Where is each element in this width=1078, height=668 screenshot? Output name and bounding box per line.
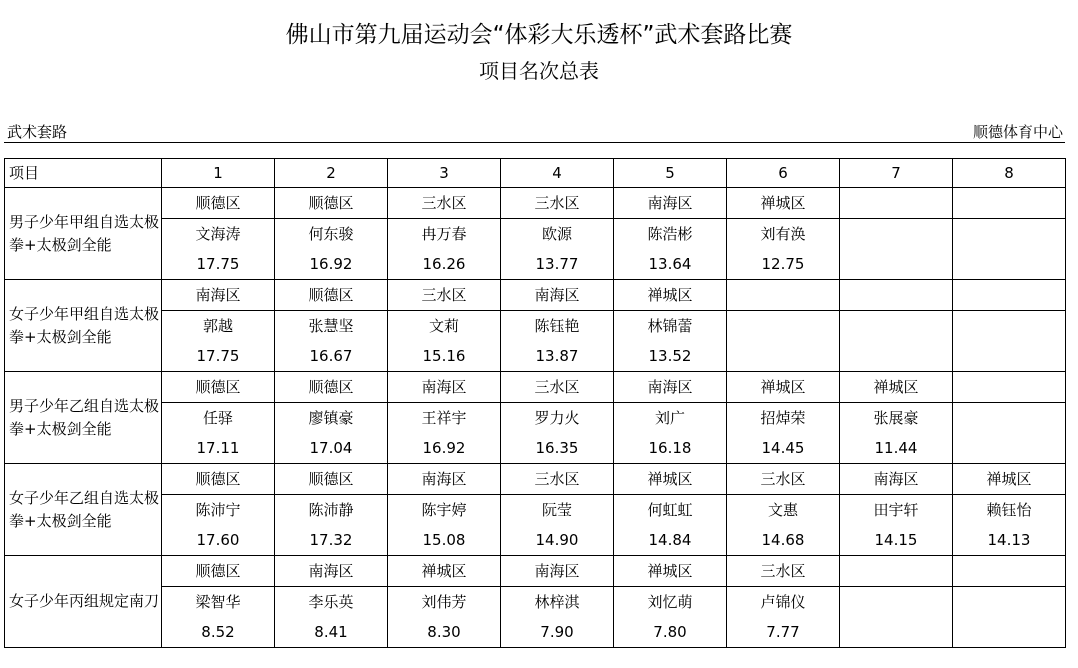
athlete-cell: 梁智华 bbox=[162, 587, 275, 618]
score-cell bbox=[727, 341, 840, 372]
team-cell bbox=[953, 188, 1066, 219]
score-cell: 7.80 bbox=[614, 617, 727, 648]
team-cell: 顺德区 bbox=[275, 464, 388, 495]
score-cell: 17.32 bbox=[275, 525, 388, 556]
event-name-cell: 男子少年甲组自选太极拳+太极剑全能 bbox=[5, 188, 162, 280]
score-cell: 14.45 bbox=[727, 433, 840, 464]
column-header-rank: 3 bbox=[388, 159, 501, 188]
team-cell: 南海区 bbox=[388, 372, 501, 403]
table-row bbox=[5, 587, 1066, 618]
athlete-cell: 李乐英 bbox=[275, 587, 388, 618]
score-cell: 8.41 bbox=[275, 617, 388, 648]
score-cell: 16.18 bbox=[614, 433, 727, 464]
athlete-cell: 田宇轩 bbox=[840, 495, 953, 526]
score-cell: 17.11 bbox=[162, 433, 275, 464]
score-cell: 16.35 bbox=[501, 433, 614, 464]
team-cell: 顺德区 bbox=[275, 188, 388, 219]
team-cell: 南海区 bbox=[501, 280, 614, 311]
score-cell: 7.90 bbox=[501, 617, 614, 648]
table-row bbox=[5, 556, 1066, 587]
athlete-cell: 刘有涣 bbox=[727, 219, 840, 250]
athlete-cell: 郭越 bbox=[162, 311, 275, 342]
score-cell: 13.52 bbox=[614, 341, 727, 372]
team-cell: 南海区 bbox=[162, 280, 275, 311]
athlete-cell bbox=[953, 587, 1066, 618]
score-cell: 14.90 bbox=[501, 525, 614, 556]
column-header-rank: 8 bbox=[953, 159, 1066, 188]
athlete-cell: 张展豪 bbox=[840, 403, 953, 434]
athlete-cell: 何东骏 bbox=[275, 219, 388, 250]
team-cell bbox=[840, 556, 953, 587]
team-cell: 禅城区 bbox=[840, 372, 953, 403]
table-row bbox=[5, 495, 1066, 526]
athlete-cell: 刘忆萌 bbox=[614, 587, 727, 618]
table-row bbox=[5, 311, 1066, 342]
athlete-cell bbox=[840, 219, 953, 250]
team-cell bbox=[953, 280, 1066, 311]
athlete-cell: 陈浩彬 bbox=[614, 219, 727, 250]
score-cell: 15.08 bbox=[388, 525, 501, 556]
team-cell: 南海区 bbox=[614, 188, 727, 219]
discipline-label: 武术套路 bbox=[7, 123, 68, 141]
athlete-cell: 陈宇婷 bbox=[388, 495, 501, 526]
team-cell: 三水区 bbox=[501, 188, 614, 219]
table-row bbox=[5, 433, 1066, 464]
athlete-cell: 陈沛静 bbox=[275, 495, 388, 526]
column-header-rank: 6 bbox=[727, 159, 840, 188]
team-cell: 南海区 bbox=[275, 556, 388, 587]
athlete-cell: 林锦蕾 bbox=[614, 311, 727, 342]
column-header-event: 项目 bbox=[5, 159, 162, 188]
athlete-cell: 林梓淇 bbox=[501, 587, 614, 618]
athlete-cell: 廖镇豪 bbox=[275, 403, 388, 434]
score-cell: 15.16 bbox=[388, 341, 501, 372]
table-row bbox=[5, 219, 1066, 250]
score-cell: 16.92 bbox=[388, 433, 501, 464]
team-cell: 三水区 bbox=[388, 188, 501, 219]
event-name-cell: 女子少年丙组规定南刀 bbox=[5, 556, 162, 648]
team-cell bbox=[727, 280, 840, 311]
event-name-cell: 女子少年乙组自选太极拳+太极剑全能 bbox=[5, 464, 162, 556]
score-cell bbox=[840, 617, 953, 648]
score-cell: 7.77 bbox=[727, 617, 840, 648]
team-cell: 三水区 bbox=[727, 556, 840, 587]
event-name-cell: 男子少年乙组自选太极拳+太极剑全能 bbox=[5, 372, 162, 464]
athlete-cell: 罗力火 bbox=[501, 403, 614, 434]
score-cell: 8.52 bbox=[162, 617, 275, 648]
athlete-cell: 招焯荣 bbox=[727, 403, 840, 434]
score-cell: 14.84 bbox=[614, 525, 727, 556]
team-cell: 顺德区 bbox=[162, 188, 275, 219]
team-cell: 南海区 bbox=[614, 372, 727, 403]
table-header-row bbox=[5, 159, 1066, 188]
athlete-cell: 任驿 bbox=[162, 403, 275, 434]
athlete-cell: 卢锦仪 bbox=[727, 587, 840, 618]
athlete-cell: 刘广 bbox=[614, 403, 727, 434]
table-row bbox=[5, 372, 1066, 403]
score-cell: 17.75 bbox=[162, 341, 275, 372]
athlete-cell bbox=[953, 403, 1066, 434]
table-row bbox=[5, 617, 1066, 648]
score-cell: 14.13 bbox=[953, 525, 1066, 556]
column-header-rank: 2 bbox=[275, 159, 388, 188]
column-header-rank: 5 bbox=[614, 159, 727, 188]
score-cell bbox=[953, 433, 1066, 464]
score-cell bbox=[840, 341, 953, 372]
score-cell: 16.92 bbox=[275, 249, 388, 280]
table-row bbox=[5, 525, 1066, 556]
team-cell: 顺德区 bbox=[162, 372, 275, 403]
team-cell: 禅城区 bbox=[614, 464, 727, 495]
team-cell: 三水区 bbox=[388, 280, 501, 311]
team-cell: 三水区 bbox=[727, 464, 840, 495]
score-cell: 13.77 bbox=[501, 249, 614, 280]
team-cell: 三水区 bbox=[501, 372, 614, 403]
score-cell: 16.67 bbox=[275, 341, 388, 372]
athlete-cell: 冉万春 bbox=[388, 219, 501, 250]
team-cell: 禅城区 bbox=[614, 556, 727, 587]
athlete-cell: 文海涛 bbox=[162, 219, 275, 250]
score-cell: 17.04 bbox=[275, 433, 388, 464]
athlete-cell: 王祥宇 bbox=[388, 403, 501, 434]
athlete-cell bbox=[840, 311, 953, 342]
athlete-cell: 何虹虹 bbox=[614, 495, 727, 526]
team-cell: 南海区 bbox=[388, 464, 501, 495]
page-title: 佛山市第九届运动会“体彩大乐透杯”武术套路比赛 bbox=[285, 22, 793, 48]
score-cell: 14.15 bbox=[840, 525, 953, 556]
table-row bbox=[5, 249, 1066, 280]
rankings-table bbox=[4, 158, 1066, 648]
athlete-cell bbox=[727, 311, 840, 342]
athlete-cell: 文莉 bbox=[388, 311, 501, 342]
team-cell: 三水区 bbox=[501, 464, 614, 495]
page-subtitle: 项目名次总表 bbox=[479, 59, 599, 83]
team-cell: 顺德区 bbox=[162, 464, 275, 495]
score-cell: 12.75 bbox=[727, 249, 840, 280]
column-header-rank: 4 bbox=[501, 159, 614, 188]
venue-label: 顺德体育中心 bbox=[972, 123, 1063, 141]
score-cell bbox=[840, 249, 953, 280]
score-cell bbox=[953, 341, 1066, 372]
team-cell: 禅城区 bbox=[614, 280, 727, 311]
score-cell: 8.30 bbox=[388, 617, 501, 648]
team-cell: 顺德区 bbox=[275, 280, 388, 311]
team-cell bbox=[953, 556, 1066, 587]
athlete-cell bbox=[840, 587, 953, 618]
athlete-cell bbox=[953, 219, 1066, 250]
team-cell bbox=[840, 280, 953, 311]
table-row bbox=[5, 280, 1066, 311]
team-cell bbox=[840, 188, 953, 219]
score-cell: 11.44 bbox=[840, 433, 953, 464]
athlete-cell: 阮莹 bbox=[501, 495, 614, 526]
team-cell: 禅城区 bbox=[727, 372, 840, 403]
table-row bbox=[5, 464, 1066, 495]
team-cell: 禅城区 bbox=[388, 556, 501, 587]
score-cell: 13.87 bbox=[501, 341, 614, 372]
athlete-cell: 赖钰怡 bbox=[953, 495, 1066, 526]
athlete-cell: 欧源 bbox=[501, 219, 614, 250]
team-cell bbox=[953, 372, 1066, 403]
athlete-cell: 文惠 bbox=[727, 495, 840, 526]
score-cell: 16.26 bbox=[388, 249, 501, 280]
team-cell: 南海区 bbox=[840, 464, 953, 495]
team-cell: 顺德区 bbox=[162, 556, 275, 587]
athlete-cell: 陈沛宁 bbox=[162, 495, 275, 526]
score-cell bbox=[953, 617, 1066, 648]
column-header-rank: 7 bbox=[840, 159, 953, 188]
table-row bbox=[5, 341, 1066, 372]
team-cell: 禅城区 bbox=[953, 464, 1066, 495]
athlete-cell bbox=[953, 311, 1066, 342]
team-cell: 禅城区 bbox=[727, 188, 840, 219]
score-cell: 14.68 bbox=[727, 525, 840, 556]
column-header-rank: 1 bbox=[162, 159, 275, 188]
score-cell: 17.75 bbox=[162, 249, 275, 280]
score-cell bbox=[953, 249, 1066, 280]
team-cell: 南海区 bbox=[501, 556, 614, 587]
athlete-cell: 张慧坚 bbox=[275, 311, 388, 342]
score-cell: 13.64 bbox=[614, 249, 727, 280]
athlete-cell: 刘伟芳 bbox=[388, 587, 501, 618]
score-cell: 17.60 bbox=[162, 525, 275, 556]
header-divider bbox=[4, 142, 1065, 143]
athlete-cell: 陈钰艳 bbox=[501, 311, 614, 342]
table-row bbox=[5, 403, 1066, 434]
event-name-cell: 女子少年甲组自选太极拳+太极剑全能 bbox=[5, 280, 162, 372]
table-row bbox=[5, 188, 1066, 219]
team-cell: 顺德区 bbox=[275, 372, 388, 403]
